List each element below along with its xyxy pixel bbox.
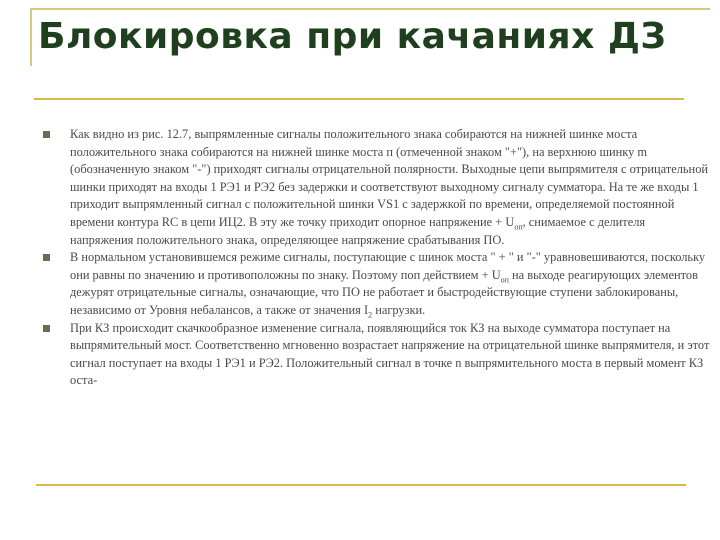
square-bullet-icon [43, 254, 50, 261]
bullet-list [40, 126, 710, 390]
square-bullet-icon [43, 325, 50, 332]
footer-divider [36, 484, 686, 486]
square-bullet-icon [43, 131, 50, 138]
bullet-item-2 [40, 249, 710, 319]
title-frame-vertical-line [30, 8, 32, 66]
title-frame-top-line [30, 8, 710, 10]
bullet-item-3 [40, 320, 710, 390]
bullet-text-1: Как видно из рис. 12.7, выпрямленные сигналы положительного знака собираются на нижней шинке моста положительного знака собираются на нижней шинке моста п (отмеченной знаком "+"), на верхнюю шинку m (обозначенную знаком "-") приходят сигналы отрицательной полярности. Выходные цепи выпрямителя с отрицательной шинки приходят на входы 1 РЭ1 и РЭ2 без задержки и соответствуют выходному сигналу сумматора. На те же входы 1 приходит выпрямленный сигнал с положительной шинки VS1 с задержкой по времени, определяемой постоянной времени контура RC в цепи ИЦ2. В эту же точку приходит опорное напряжение + $U_{оп}$, снимаемое с делителя напряжения положительного знака, определяющее напряжение срабатывания ПО. [70, 127, 709, 247]
bullet-text-2: В нормальном установившемся режиме сигналы, поступающие с шинок моста " + " и "-" уравновешиваются, поскольку они равны по значению и противоположны по знаку. Поэтому поп действием + $U_{оп}$ на выходе реагирующих элементов дежурят отрицательные сигналы, означающие, что ПО не работает и быстродействующие ступени заблокированы, независимо от Уровня небалансов, а также от значения $I_2$ нагрузки. [70, 250, 706, 320]
bullet-item-1 [40, 126, 710, 249]
title-divider [34, 98, 684, 100]
slide-title: Блокировка при качаниях ДЗ [38, 16, 667, 57]
bullet-text-3: При КЗ происходит скачкообразное изменение сигнала, появляющийся ток КЗ на выходе сумматора поступает на выпрямительный мост. Соответственно мгновенно возрастает напряжение на отрицательной шинке выпрямителя, и этот сигнал поступает на входы 1 РЭ1 и РЭ2. Положительный сигнал в точке n выпрямительного моста в первый момент КЗ оста- [70, 320, 710, 388]
